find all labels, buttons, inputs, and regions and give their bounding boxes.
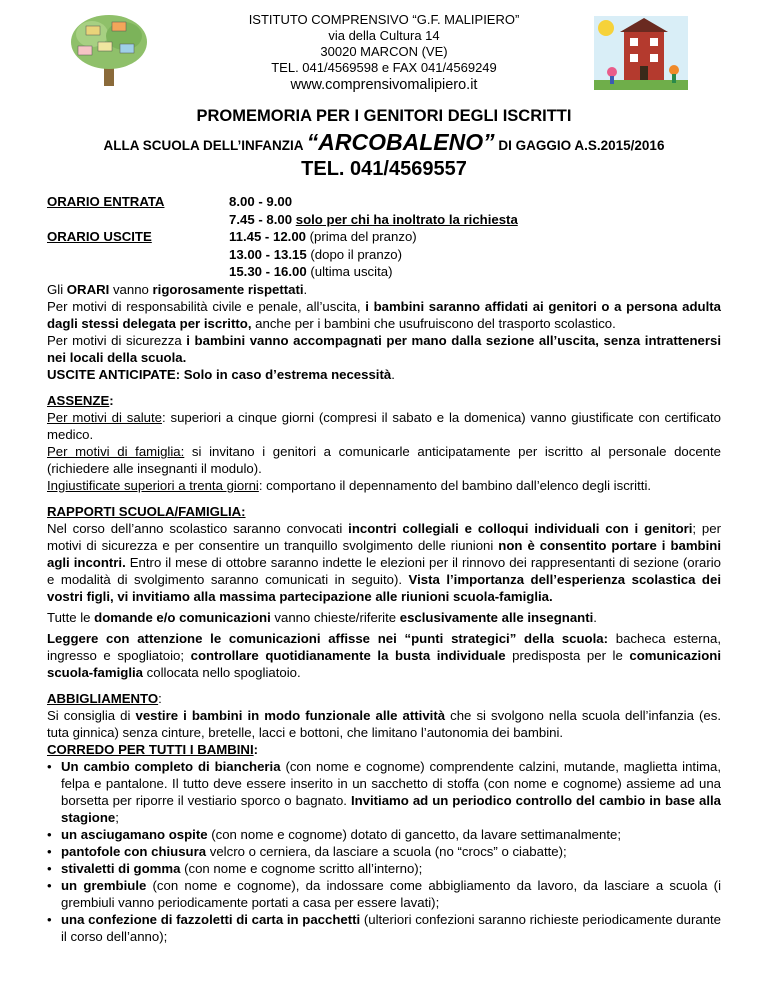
list-item: • un asciugamano ospite (con nome e cognome) dotato di gancetto, da lavare settimanalmente; [47,826,721,843]
assenze-unjustified: Ingiustificate superiori a trenta giorni: comportano il depennamento del bambino dall’elenco degli iscritti. [47,478,652,493]
list-item: • pantofole con chiusura velcro o cerniera, da lasciare a scuola (no “crocs” o ciabatte); [47,843,721,860]
school-phone: TEL. 041/4569557 [301,158,467,180]
exit-time-3: 15.30 - 16.00 (ultima uscita) [229,264,393,279]
rapporti-meetings: Nel corso dell’anno scolastico saranno convocati incontri collegiali e colloqui individuali con i genitori; per motivi di sicurezza e per consentire un tranquillo svolgimento delle riunioni non è consentito portare i bambini agli incontri. Entro il mese di ottobre saranno indette le elezioni per il rinnovo dei rappresentanti di sezione (orario e modalità di svolgimento saranno comunicati in seguito). Vista l’importanza dell’esperienza scolastica dei vostri figli, vi invitiamo alla massima partecipazione alle riunioni scuola-famiglia. [47,521,721,604]
abbigliamento-heading: ABBIGLIAMENTO: [47,691,162,706]
safety-paragraph: Per motivi di sicurezza i bambini vanno accompagnati per mano dalla sezione all’uscita, senza intrattenersi nei locali della scuola. [47,333,722,365]
orari-paragraph: Gli ORARI vanno rigorosamente rispettati. [47,282,308,297]
list-item: • Un cambio completo di biancheria (con nome e cognome) comprendente calzini, mutande, maglietta intima, felpa e pantalone. Il tutto deve essere inserito in un sacchetto di stoffa (con nome e cognome) assieme ad una borsetta per riporre il vestiario sporco o bagnato. Invitiamo ad un periodico controllo del cambio in base alla stagione; [47,758,721,826]
header-line-1: ISTITUTO COMPRENSIVO “G.F. MALIPIERO” [248,12,520,27]
document-body [47,281,721,945]
rapporti-notices: Leggere con attenzione le comunicazioni affisse nei “punti strategici” della scuola: bacheca esterna, ingresso e spogliatoio; controllare quotidianamente la busta individuale predisposta per le comunicazioni scuola-famiglia collocata nello spogliatoio. [47,631,721,680]
exit-label: ORARIO USCITE [47,229,152,244]
early-exit-paragraph: USCITE ANTICIPATE: Solo in caso d’estrema necessità. [47,367,395,382]
entry-time-1: 8.00 - 9.00 [229,194,293,209]
abbigliamento-text: Si consiglia di vestire i bambini in modo funzionale alle attività che si svolgono nella scuola dell’infanzia (es. tuta ginnica) senza cinture, bretelle, lacci e bottoni, che limitano l’autonomia dei bambini. [47,708,721,740]
header-line-4: TEL. 041/4569598 e FAX 041/4569249 [271,60,497,75]
assenze-family: Per motivi di famiglia: si invitano i genitori a comunicarle anticipatamente per iscritto al personale docente (richiedere alle insegnanti il modulo). [47,444,722,476]
rapporti-communications: Tutte le domande e/o comunicazioni vanno chieste/riferite esclusivamente alle insegnanti. [47,610,597,625]
school-name: “ARCOBALENO” [306,129,495,155]
corredo-list [47,758,721,945]
corredo-heading: CORREDO PER TUTTI I BAMBINI: [47,742,259,757]
website-link[interactable]: www.comprensivomalipiero.it [290,77,478,93]
school-header [0,12,768,94]
document-title: PROMEMORIA PER I GENITORI DEGLI ISCRITTI [196,107,572,125]
header-line-2: via della Cultura 14 [328,28,440,43]
assenze-health: Per motivi di salute: superiori a cinque giorni (compresi il sabato e la domenica) vanno giustificate con certificato medico. [47,410,721,442]
list-item: • stivaletti di gomma (con nome e cognome scritto all’interno); [47,860,721,877]
document-subtitle: ALLA SCUOLA DELL’INFANZIA “ARCOBALENO” DI GAGGIO A.S.2015/2016 [103,129,665,155]
list-item: • una confezione di fazzoletti di carta in pacchetti (ulteriori confezioni saranno richieste periodicamente durante il corso dell’anno); [47,911,721,945]
list-item: • un grembiule (con nome e cognome), da indossare come abbigliamento da lavoro, da lasciare a scuola (i grembiuli vanno periodicamente portati a casa per essere lavati); [47,877,721,911]
assenze-heading: ASSENZE: [47,393,114,408]
exit-time-2: 13.00 - 13.15 (dopo il pranzo) [229,246,403,262]
responsibility-paragraph: Per motivi di responsabilità civile e penale, all’uscita, i bambini saranno affidati ai genitori o a persona adulta dagli stessi delegata per iscritto, anche per i bambini che usufruiscono del trasporto scolastico. [47,299,721,331]
entry-label: ORARIO ENTRATA [47,194,165,209]
entry-time-2: 7.45 - 8.00 solo per chi ha inoltrato la richiesta [229,211,518,227]
header-line-3: 30020 MARCON (VE) [320,44,448,59]
exit-time-1: 11.45 - 12.00 (prima del pranzo) [229,229,417,244]
rapporti-heading: RAPPORTI SCUOLA/FAMIGLIA: [47,504,246,519]
